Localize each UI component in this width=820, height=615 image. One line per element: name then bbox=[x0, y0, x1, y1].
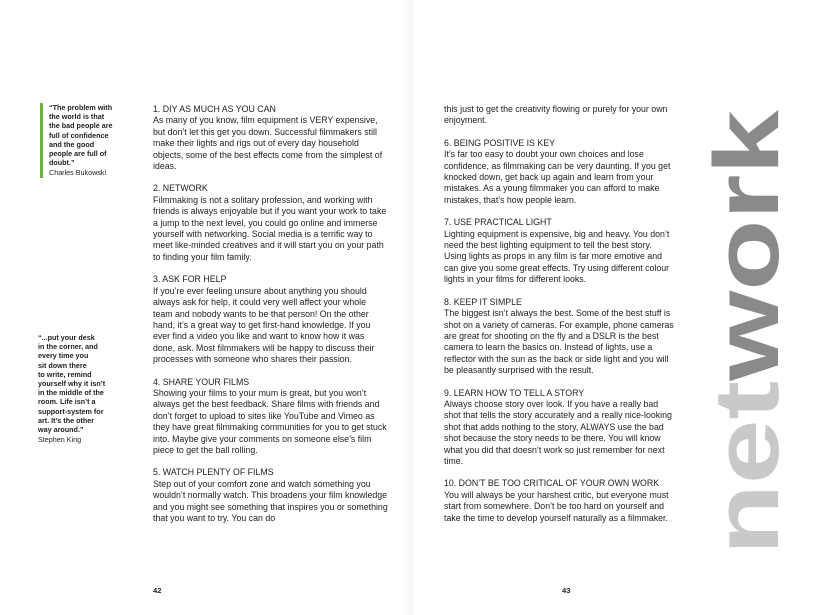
continuation-paragraph: this just to get the creativity flowing or purely for your own enjoyment. bbox=[444, 104, 668, 126]
vertical-title-part-net: net bbox=[696, 417, 798, 555]
tip-body: Always choose story over look. If you have a really bad shot that tells the story accurately and a really nice-looking shot that adds nothing to the story, ALWAYS use the bad shot because the story needs to be there. You will know what you did that doesn’t work so just remember for next time. bbox=[444, 398, 672, 466]
vertical-title-graphic bbox=[696, 110, 798, 555]
pull-quote-bukowski bbox=[40, 103, 135, 178]
tip-body: You will always be your harshest critic, but everyone must start from somewhere. Don’t be too hard on yourself and take the time to develop yourself naturally as a filmmaker. bbox=[444, 489, 669, 523]
tip-section bbox=[153, 467, 388, 524]
tip-section bbox=[153, 274, 388, 365]
tip-section bbox=[153, 183, 388, 263]
tip-heading: 5. WATCH PLENTY OF FILMS bbox=[153, 467, 274, 478]
tip-body: It’s far too easy to doubt your own choices and lose confidence, as filmmaking can be very daunting. If you get knocked down, get back up again and learn from your mistakes. As a young filmmaker you can afford to make mistakes, that’s how people learn. bbox=[444, 149, 671, 205]
tip-heading: 7. USE PRACTICAL LIGHT bbox=[444, 217, 552, 228]
vertical-title-text bbox=[696, 109, 798, 555]
tip-section bbox=[153, 104, 388, 172]
tip-body: Step out of your comfort zone and watch something you wouldn’t normally watch. This broadens your film knowledge and you might see something that inspires you or something that you want to try. You can do bbox=[153, 478, 388, 523]
tip-body: Showing your films to your mum is great, but you won’t always get the best feedback. Share films with friends and don’t forget to upload to sites like YouTube and Vimeo as they have great filmmaking communities for you to get stuck into. Maybe give your comments on someone else’s film piece to get the ball rolling. bbox=[153, 387, 387, 455]
tip-body: If you’re ever feeling unsure about anything you should always ask for help, it could very well affect your whole team and nobody wants to be that person! On the other hand, it’s a great way to get first-hand knowledge. If you ever find a video you like and want to know how it was done, ask. Most filmmakers will be happy to discuss their processes with someone who shares their passion. bbox=[153, 285, 375, 365]
tip-heading: 2. NETWORK bbox=[153, 183, 208, 194]
tip-section bbox=[444, 388, 676, 468]
vertical-title-part-work: work bbox=[696, 166, 798, 381]
vertical-title bbox=[696, 110, 798, 555]
page-number-left: 42 bbox=[153, 586, 162, 595]
tip-heading: 4. SHARE YOUR FILMS bbox=[153, 376, 250, 387]
tip-heading: 1. DIY AS MUCH AS YOU CAN bbox=[153, 104, 276, 114]
pull-quote-king bbox=[38, 333, 126, 444]
quote-author: Charles Bukowski bbox=[49, 168, 107, 178]
tip-heading: 3. ASK FOR HELP bbox=[153, 274, 227, 285]
tip-heading: 9. LEARN HOW TO TELL A STORY bbox=[444, 387, 585, 398]
continued-text bbox=[444, 104, 676, 127]
left-page-column bbox=[153, 104, 388, 535]
quote-text: “The problem with the world is that the bad people are full of confidence and the good people are full of doubt.” bbox=[49, 103, 113, 168]
tip-heading: 6. BEING POSITIVE IS KEY bbox=[444, 137, 555, 148]
tip-section bbox=[444, 297, 676, 377]
quote-author: Stephen King bbox=[38, 435, 82, 445]
right-page-column bbox=[444, 104, 676, 535]
tip-heading: 10. DON’T BE TOO CRITICAL OF YOUR OWN WORK bbox=[444, 478, 660, 489]
tip-section bbox=[444, 138, 676, 206]
tip-section bbox=[444, 478, 676, 524]
tip-body: Filmmaking is not a solitary profession, and working with friends is always enjoyable but if you want your work to take a jump to the next level, you could go online and immerse yourself with networking. Social media is a terrific way to meet like-minded creatives and it will start you on your path to finding your film family. bbox=[153, 194, 387, 262]
tip-body: As many of you know, film equipment is VERY expensive, but don’t let this get you down. Successful filmmakers still make their lights and rigs out of every day household objects, some of the best effects come from the simplest of ideas. bbox=[153, 115, 383, 172]
binding-shadow bbox=[405, 0, 417, 615]
tip-body: The biggest isn’t always the best. Some of the best stuff is shot on a variety of cameras. For example, phone cameras are great for shooting on the fly and a DSLR is the best camera to learn the basics on. Instead of lights, use a reflector with the sun as the back or side light and you will be pleasantly surprised with the result. bbox=[444, 308, 674, 376]
tip-section bbox=[444, 217, 676, 285]
quote-text: “...put your desk in the corner, and every time you sit down there to write, remind yourself why it isn’t in the middle of the room. Life isn’t a support-system for art. It’s the other way around.” bbox=[38, 333, 106, 435]
tip-section bbox=[153, 377, 388, 457]
tip-body: Lighting equipment is expensive, big and heavy. You don’t need the best lighting equipment to tell the best story. Using lights as props in any film is far more emotive and can give you some great effects. Try using different colour lights in your films for different looks. bbox=[444, 228, 670, 285]
tip-heading: 8. KEEP IT SIMPLE bbox=[444, 296, 522, 307]
page-number-right: 43 bbox=[562, 586, 571, 595]
